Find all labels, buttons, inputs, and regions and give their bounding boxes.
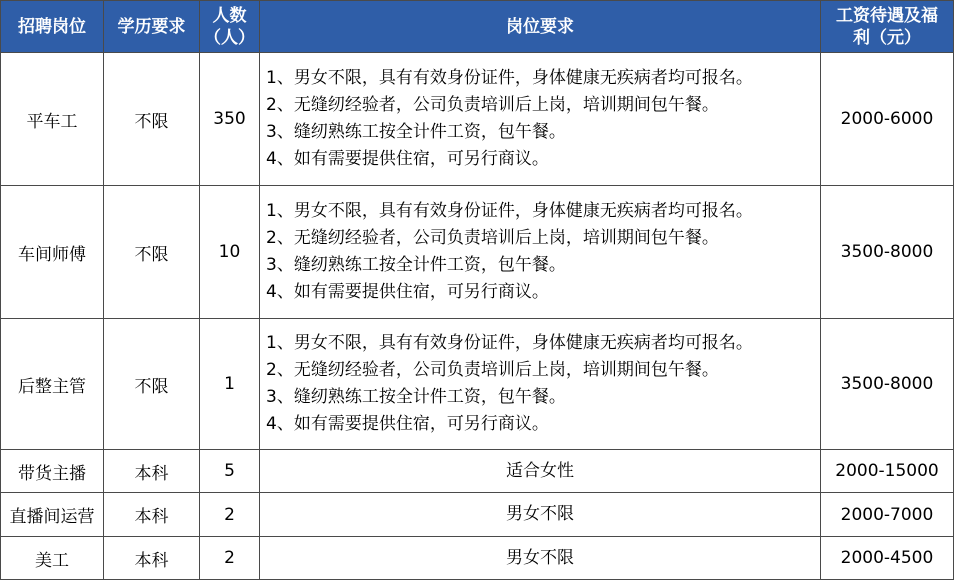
position-cell: 平车工 (1, 53, 104, 186)
header-education: 学历要求 (104, 1, 200, 53)
count-cell: 5 (200, 450, 260, 493)
table-row (1, 186, 954, 319)
salary-cell: 2000-7000 (821, 493, 954, 537)
requirement-line: 2、无缝纫经验者，公司负责培训后上岗，培训期间包午餐。 (266, 228, 719, 248)
requirements-cell (260, 53, 821, 186)
requirements-cell: 男女不限 (260, 537, 821, 580)
salary-cell: 2000-15000 (821, 450, 954, 493)
education-cell: 不限 (104, 53, 200, 186)
header-salary-line1: 工资待遇及福 (836, 5, 938, 26)
count-cell: 2 (200, 537, 260, 580)
requirement-line: 4、如有需要提供住宿，可另行商议。 (266, 282, 549, 302)
header-row (1, 1, 954, 53)
header-count-line2: （人） (204, 27, 255, 48)
requirement-line: 3、缝纫熟练工按全计件工资，包午餐。 (266, 122, 566, 142)
education-cell: 本科 (104, 537, 200, 580)
education-cell: 本科 (104, 450, 200, 493)
table-row (1, 319, 954, 450)
header-count (200, 1, 260, 53)
requirement-line: 1、男女不限，具有有效身份证件，身体健康无疾病者均可报名。 (266, 201, 753, 221)
table-row (1, 450, 954, 493)
header-requirements: 岗位要求 (260, 1, 821, 53)
position-cell: 带货主播 (1, 450, 104, 493)
requirement-line: 1、男女不限，具有有效身份证件，身体健康无疾病者均可报名。 (266, 68, 753, 88)
header-position: 招聘岗位 (1, 1, 104, 53)
requirement-line: 3、缝纫熟练工按全计件工资，包午餐。 (266, 387, 566, 407)
requirement-line: 1、男女不限，具有有效身份证件，身体健康无疾病者均可报名。 (266, 333, 753, 353)
requirements-cell: 适合女性 (260, 450, 821, 493)
requirement-line: 2、无缝纫经验者，公司负责培训后上岗，培训期间包午餐。 (266, 95, 719, 115)
count-cell: 2 (200, 493, 260, 537)
position-cell: 后整主管 (1, 319, 104, 450)
requirement-line: 4、如有需要提供住宿，可另行商议。 (266, 414, 549, 434)
requirement-line: 4、如有需要提供住宿，可另行商议。 (266, 149, 549, 169)
header-count-line1: 人数 (212, 5, 247, 26)
education-cell: 不限 (104, 186, 200, 319)
salary-cell: 2000-6000 (821, 53, 954, 186)
requirements-cell: 男女不限 (260, 493, 821, 537)
requirements-cell (260, 186, 821, 319)
salary-cell: 3500-8000 (821, 186, 954, 319)
requirement-line: 2、无缝纫经验者，公司负责培训后上岗，培训期间包午餐。 (266, 360, 719, 380)
requirement-line: 3、缝纫熟练工按全计件工资，包午餐。 (266, 255, 566, 275)
education-cell: 本科 (104, 493, 200, 537)
count-cell: 1 (200, 319, 260, 450)
position-cell: 直播间运营 (1, 493, 104, 537)
position-cell: 车间师傅 (1, 186, 104, 319)
table-row (1, 493, 954, 537)
salary-cell: 2000-4500 (821, 537, 954, 580)
count-cell: 350 (200, 53, 260, 186)
position-cell: 美工 (1, 537, 104, 580)
table-row (1, 537, 954, 580)
table-row (1, 53, 954, 186)
salary-cell: 3500-8000 (821, 319, 954, 450)
count-cell: 10 (200, 186, 260, 319)
education-cell: 不限 (104, 319, 200, 450)
header-salary-line2: 利（元） (853, 27, 921, 48)
requirements-cell (260, 319, 821, 450)
header-salary (821, 1, 954, 53)
